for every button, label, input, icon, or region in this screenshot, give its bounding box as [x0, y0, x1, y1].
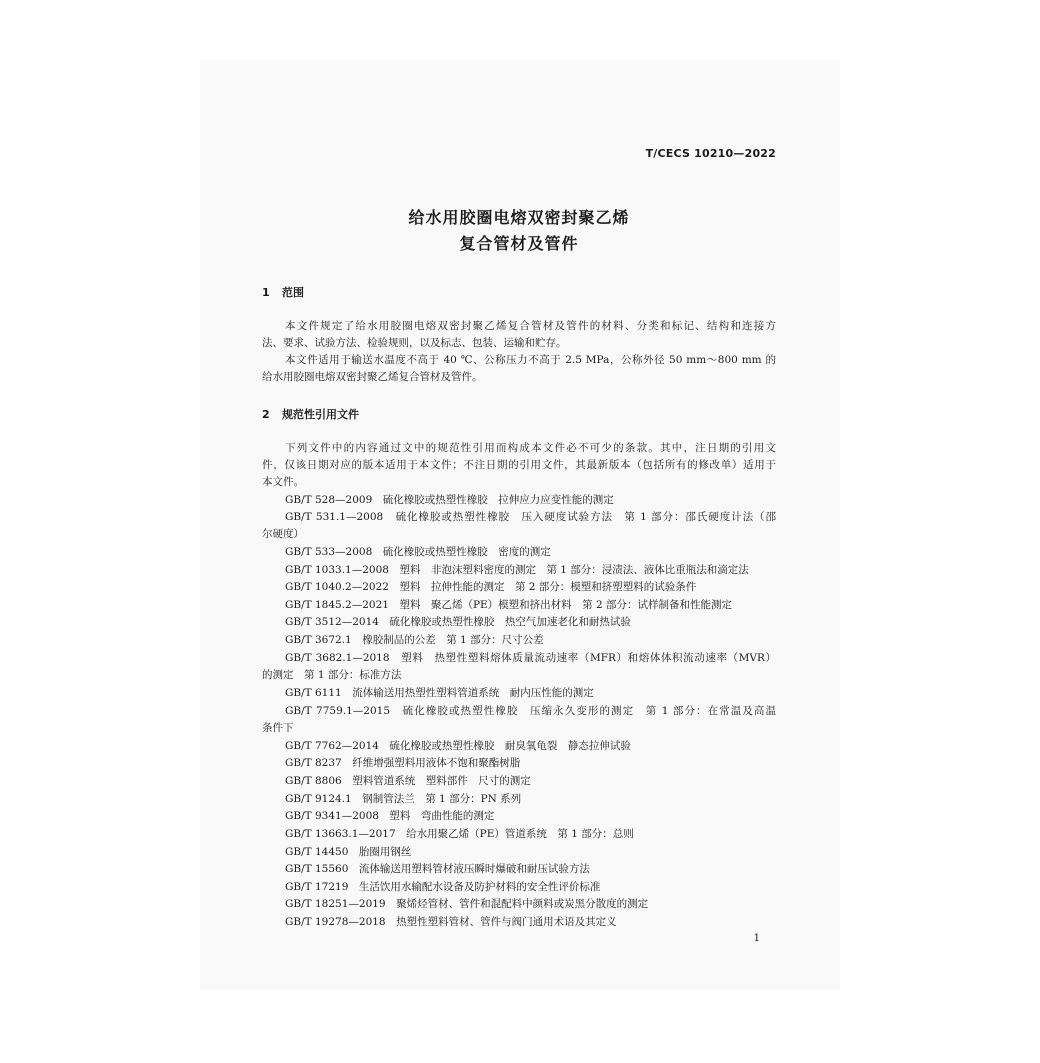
section-number: 2 [262, 408, 270, 421]
section-1-heading [262, 284, 304, 300]
reference-line: GB/T 528—2009 硫化橡胶或热塑性橡胶 拉伸应力应变性能的测定 [285, 494, 614, 506]
document-title-line-2: 复合管材及管件 [459, 234, 579, 253]
reference-line: GB/T 15560 流体输送用塑料管材液压瞬时爆破和耐压试验方法 [285, 863, 590, 875]
document-title-line-1: 给水用胶圈电熔双密封聚乙烯 [408, 208, 630, 227]
reference-line: GB/T 1040.2—2022 塑料 拉伸性能的测定 第 2 部分：模塑和挤塑塑料的试验条件 [285, 581, 697, 593]
reference-line: GB/T 14450 胎圈用钢丝 [285, 846, 412, 858]
reference-line: 的测定 第 1 部分：标准方法 [262, 669, 402, 681]
reference-line: GB/T 1033.1—2008 塑料 非泡沫塑料密度的测定 第 1 部分：浸渍法、液体比重瓶法和滴定法 [285, 564, 749, 576]
paragraph-line: 下列文件中的内容通过文中的规范性引用而构成本文件必不可少的条款。其中，注日期的引用文 [285, 442, 776, 454]
paragraph-line: 本文件。 [262, 476, 304, 488]
reference-line: GB/T 19278—2018 热塑性塑料管材、管件与阀门通用术语及其定义 [285, 916, 617, 928]
reference-line: GB/T 533—2008 硫化橡胶或热塑性橡胶 密度的测定 [285, 546, 551, 558]
reference-line: GB/T 3512—2014 硫化橡胶或热塑性橡胶 热空气加速老化和耐热试验 [285, 616, 631, 628]
paragraph-line: 本文件规定了给水用胶圈电熔双密封聚乙烯复合管材及管件的材料、分类和标记、结构和连接方 [285, 320, 776, 332]
reference-line: GB/T 531.1—2008 硫化橡胶或热塑性橡胶 压入硬度试验方法 第 1 部分：邵氏硬度计法（邵 [285, 511, 776, 523]
paragraph-line: 件，仅该日期对应的版本适用于本文件；不注日期的引用文件，其最新版本（包括所有的修改单）适用于 [262, 459, 776, 471]
reference-line: GB/T 9124.1 钢制管法兰 第 1 部分：PN 系列 [285, 793, 522, 805]
reference-line: GB/T 9341—2008 塑料 弯曲性能的测定 [285, 810, 495, 822]
standard-code: T/CECS 10210—2022 [645, 147, 776, 160]
reference-line: 条件下 [262, 722, 294, 734]
paragraph-line: 法、要求、试验方法、检验规则，以及标志、包装、运输和贮存。 [262, 337, 567, 349]
reference-line: 尔硬度） [262, 528, 304, 540]
reference-line: GB/T 1845.2—2021 塑料 聚乙烯（PE）模塑和挤出材料 第 2 部分：试样制备和性能测定 [285, 599, 733, 611]
reference-line: GB/T 7762—2014 硫化橡胶或热塑性橡胶 耐臭氧龟裂 静态拉伸试验 [285, 740, 631, 752]
section-2-heading [262, 406, 359, 422]
section-title: 范围 [282, 286, 304, 299]
reference-line: GB/T 3682.1—2018 塑料 热塑性塑料熔体质量流动速率（MFR）和熔体体积流动速率（MVR） [285, 652, 776, 664]
paragraph-line: 给水用胶圈电熔双密封聚乙烯复合管材及管件。 [262, 371, 483, 383]
reference-line: GB/T 17219 生活饮用水输配水设备及防护材料的安全性评价标准 [285, 881, 601, 893]
reference-line: GB/T 6111 流体输送用热塑性塑料管道系统 耐内压性能的测定 [285, 687, 594, 699]
reference-line: GB/T 18251—2019 聚烯烃管材、管件和混配料中颜料或炭黑分散度的测定 [285, 898, 649, 910]
paragraph-line: 本文件适用于输送水温度不高于 40 ℃、公称压力不高于 2.5 MPa，公称外径 50 mm～800 mm 的 [285, 354, 776, 366]
section-number: 1 [262, 286, 270, 299]
reference-line: GB/T 7759.1—2015 硫化橡胶或热塑性橡胶 压缩永久变形的测定 第 1 部分：在常温及高温 [285, 705, 776, 717]
reference-line: GB/T 13663.1—2017 给水用聚乙烯（PE）管道系统 第 1 部分：总则 [285, 828, 634, 840]
reference-line: GB/T 3672.1 橡胶制品的公差 第 1 部分：尺寸公差 [285, 634, 544, 646]
reference-line: GB/T 8806 塑料管道系统 塑料部件 尺寸的测定 [285, 775, 531, 787]
section-title: 规范性引用文件 [282, 408, 359, 421]
reference-line: GB/T 8237 纤维增强塑料用液体不饱和聚酯树脂 [285, 757, 521, 769]
page-number: 1 [753, 933, 760, 944]
